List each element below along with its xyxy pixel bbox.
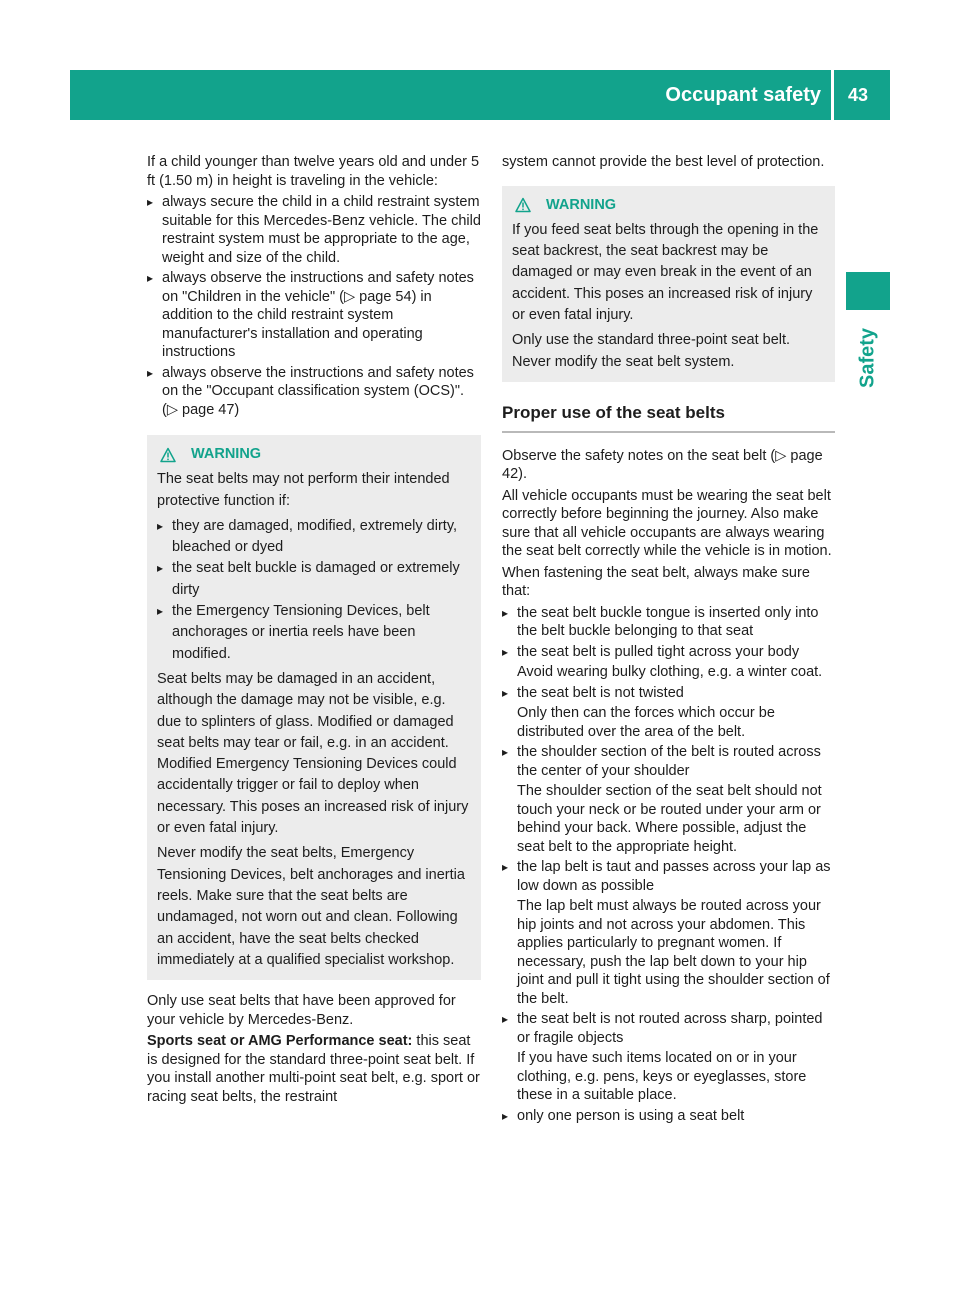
occupants-text: All vehicle occupants must be wearing the seat belt correctly before beginning the journey. Also make sure that all vehicle occupants are always wearing the seat belt correctly while the vehicle is in motion.	[502, 487, 832, 560]
list-item: ▸ always observe the instructions and safety notes on "Children in the vehicle" (▷ page 54) in addition to the child restraint system manufacturer's installation and operating instructions	[147, 269, 481, 362]
bullet-detail: If you have such items located on or in your clothing, e.g. pens, keys or eyeglasses, store these in a suitable place.	[517, 1050, 807, 1104]
bullet-detail: Avoid wearing bulky clothing, e.g. a winter coat.	[517, 664, 823, 681]
warning-triangle-icon	[160, 447, 176, 463]
right-column	[502, 153, 835, 1125]
child-bullet-list	[147, 193, 481, 419]
sports-seat-text: this seat is designed for the standard three-point seat belt. If you install another multi-point seat belt, e.g. sport or racing seat belts, the restraint	[147, 1033, 480, 1105]
list-item: ▸ they are damaged, modified, extremely dirty, bleached or dyed	[157, 516, 473, 559]
list-item	[502, 1010, 835, 1105]
sports-seat-paragraph	[147, 1032, 481, 1106]
warning-box-backrest	[502, 186, 835, 382]
list-item	[502, 604, 835, 641]
fastening-bullet-list	[502, 604, 835, 1126]
bullet-head: ▸ the shoulder section of the belt is routed across the center of your shoulder	[517, 744, 821, 779]
warning-paragraph: Seat belts may be damaged in an accident, although the damage may not be visible, e.g. due to splinters of glass. Modified or damaged seat belts may tear or fail, e.g. in an accident. Modified Emergency Tensioning Devices could accidentally trigger or fail to deploy when necessary. This poses an increased risk of injury or even fatal injury.	[157, 670, 469, 837]
list-item	[502, 858, 835, 1008]
chapter-tab-marker	[846, 272, 890, 310]
warning-triangle-icon	[515, 197, 531, 213]
header-divider	[831, 70, 834, 120]
warning-title-text: WARNING	[191, 446, 262, 462]
chapter-tab-text: Safety	[856, 327, 879, 389]
left-column	[147, 153, 481, 1109]
warning-paragraph: If you feed seat belts through the opening in the seat backrest, the seat backrest may be damaged or may even break in the event of an accident. This poses an increased risk of injury or even fatal injury.	[512, 221, 819, 323]
bullet-head: ▸ only one person is using a seat belt	[517, 1107, 745, 1124]
list-item: ▸ the Emergency Tensioning Devices, belt anchorages or inertia reels have been modified.	[157, 601, 473, 665]
warning-title-text: WARNING	[546, 196, 617, 213]
warning-title	[512, 195, 827, 216]
warning-title	[157, 444, 473, 465]
section-heading: Proper use of the seat belts	[502, 402, 835, 433]
continued-text: system cannot provide the best level of protection.	[502, 154, 825, 170]
warning-paragraph: Never modify the seat belts, Emergency Tensioning Devices, belt anchorages and inertia reels. Make sure that the seat belts are undamaged, not worn out and clean. Following an accident, have the seat belts checked immediately at a qualified specialist workshop.	[157, 845, 465, 968]
bullet-head: ▸ the seat belt is pulled tight across your body	[517, 643, 800, 660]
page-header	[70, 70, 890, 120]
bullet-head: ▸ the seat belt is not twisted	[517, 684, 684, 701]
list-item	[502, 1107, 835, 1126]
approved-belts-text: Only use seat belts that have been approved for your vehicle by Mercedes-Benz.	[147, 993, 456, 1028]
list-item: ▸ the seat belt buckle is damaged or extremely dirty	[157, 558, 473, 601]
list-item: ▸ always secure the child in a child restraint system suitable for this Mercedes-Benz vehicle. The child restraint system must be appropriate to the age, weight and size of the child.	[147, 193, 481, 267]
list-item: ▸ always observe the instructions and safety notes on the "Occupant classification system (OCS)". (▷ page 47)	[147, 364, 481, 420]
section-title: Occupant safety	[665, 84, 821, 106]
bullet-detail: The shoulder section of the seat belt should not touch your neck or be routed under your arm or behind your back. Where possible, adjust the seat belt to the appropriate height.	[517, 783, 822, 855]
warning-box-seat-belts	[147, 435, 481, 980]
list-item	[502, 743, 835, 856]
warning-paragraph: Only use the standard three-point seat belt. Never modify the seat belt system.	[512, 332, 791, 370]
bullet-head: ▸ the seat belt is not routed across sharp, pointed or fragile objects	[517, 1011, 823, 1046]
child-intro-text: If a child younger than twelve years old and under 5 ft (1.50 m) in height is traveling in the vehicle:	[147, 154, 480, 189]
bullet-head: ▸ the seat belt buckle tongue is inserted only into the belt buckle belonging to that seat	[517, 604, 819, 640]
chapter-tab-label	[845, 318, 891, 398]
safety-notes-text: Observe the safety notes on the seat belt (▷ page 42).	[502, 447, 823, 483]
bullet-detail: Only then can the forces which occur be distributed over the area of the belt.	[517, 705, 775, 740]
warning-bullet-list	[157, 516, 473, 665]
list-item	[502, 643, 835, 682]
fastening-text: When fastening the seat belt, always make sure that:	[502, 564, 810, 600]
bullet-detail: The lap belt must always be routed across your hip joints and not across your abdomen. This applies particularly to pregnant women. If necessary, push the lap belt down to your hip joint and pull it tight using the shoulder section of the belt.	[517, 898, 830, 1007]
bullet-head: ▸ the lap belt is taut and passes across your lap as low down as possible	[517, 859, 831, 894]
list-item	[502, 684, 835, 742]
warning-lead: The seat belts may not perform their intended protective function if:	[157, 471, 450, 509]
sports-seat-label: Sports seat or AMG Performance seat:	[147, 1033, 413, 1050]
page-number: 43	[847, 85, 869, 105]
